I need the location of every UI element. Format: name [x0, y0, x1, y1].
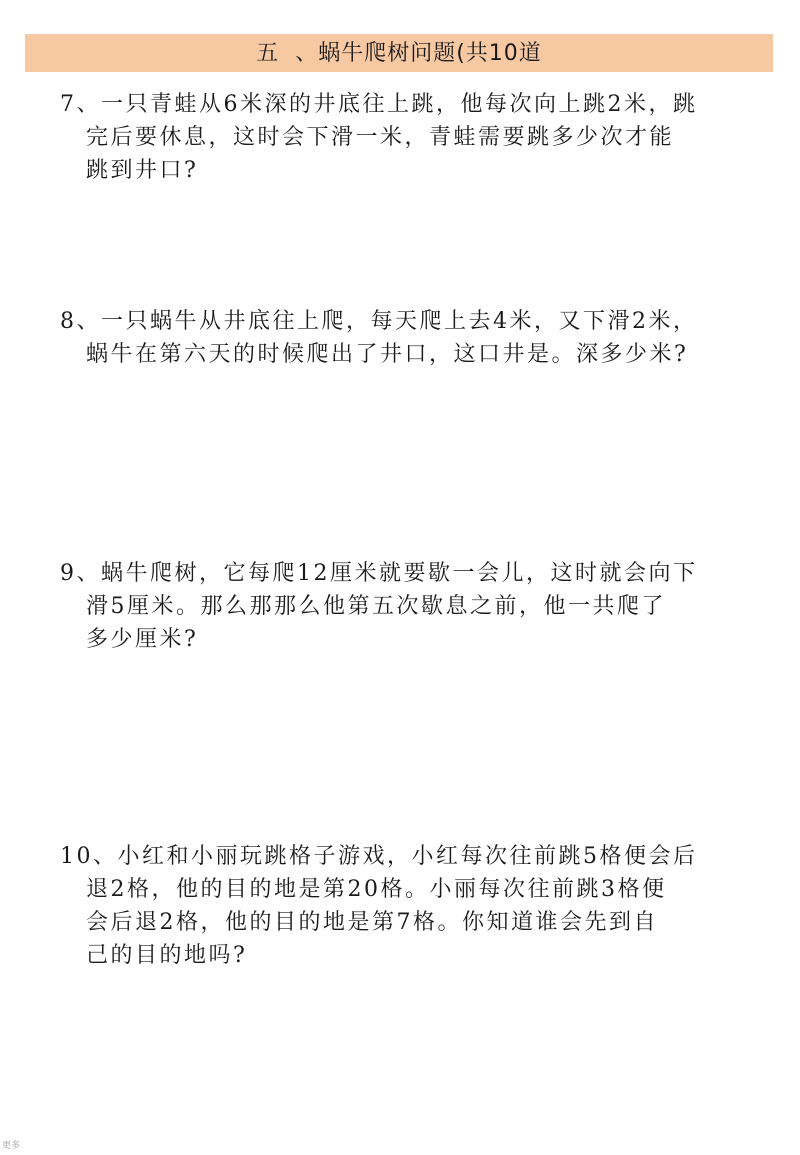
question-line: 完后要休息，这时会下滑一米，青蛙需要跳多少次才能 — [86, 125, 675, 150]
question-line: 9、蜗牛爬树，它每爬12厘米就要歇一会儿，这时就会向下 — [60, 561, 698, 586]
question-line: 蜗牛在第六天的时候爬出了井口，这口井是。深多少米? — [86, 342, 689, 367]
question-line: 10、小红和小丽玩跳格子游戏，小红每次往前跳5格便会后 — [60, 844, 698, 869]
question-9 — [60, 557, 760, 656]
section-header — [25, 34, 773, 72]
question-line: 退2格，他的目的地是第20格。小丽每次往前跳3格便 — [86, 877, 667, 902]
question-7 — [60, 88, 760, 187]
footer-watermark: 更多 — [2, 1141, 21, 1151]
question-line: 多少厘米? — [86, 627, 199, 652]
question-line: 8、一只蜗牛从井底往上爬，每天爬上去4米，又下滑2米， — [60, 309, 698, 334]
question-8 — [60, 305, 760, 371]
question-10 — [60, 840, 760, 972]
question-line: 跳到井口? — [86, 158, 199, 183]
question-line: 7、一只青蛙从6米深的井底往上跳，他每次向上跳2米，跳 — [60, 92, 698, 117]
question-line: 己的目的地吗? — [86, 943, 248, 968]
question-line: 会后退2格，他的目的地是第7格。你知道谁会先到自 — [86, 910, 658, 935]
section-title: 五 、蜗牛爬树问题(共10道 — [256, 41, 542, 66]
question-line: 滑5厘米。那么那那么他第五次歇息之前，他一共爬了 — [86, 594, 666, 619]
